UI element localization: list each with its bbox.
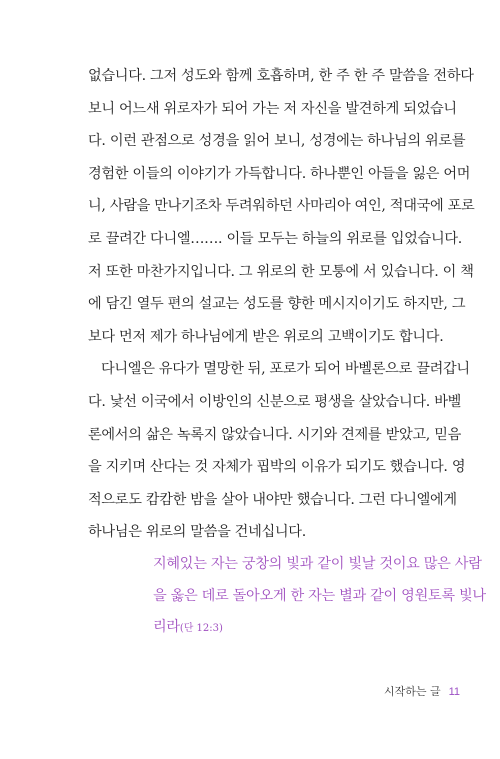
quote-line: 리라 [153,619,180,635]
quote-line: 지혜있는 자는 궁창의 빛과 같이 빛날 것이요 많은 사람 [153,556,482,572]
body-line: 론에서의 삶은 녹록지 않았습니다. 시기와 견제를 받았고, 믿음 [88,426,462,443]
body-line: 보니 어느새 위로자가 되어 가는 저 자신을 발견하게 되었습니 [88,100,457,117]
running-footer-title: 시작하는 글 [383,685,441,698]
page-number: 11 [448,686,460,698]
body-line: 경험한 이들의 이야기가 가득합니다. 하나뿐인 아들을 잃은 어머 [88,165,471,182]
body-line: 적으로도 캄캄한 밤을 살아 내야만 했습니다. 그런 다니엘에게 [88,491,457,508]
body-line: 니, 사람을 만나기조차 두려워하던 사마리아 여인, 적대국에 포로 [88,198,475,215]
body-line: 을 지키며 산다는 것 자체가 핍박의 이유가 되기도 했습니다. 영 [88,459,466,476]
body-line: 저 또한 마찬가지입니다. 그 위로의 한 모퉁에 서 있습니다. 이 책 [88,263,474,280]
body-line: 다. 이런 관점으로 성경을 읽어 보니, 성경에는 하나님의 위로를 [88,133,466,150]
quote-citation: (단 12:3) [179,623,223,634]
scripture-quote [153,549,486,644]
body-line: 다니엘은 유다가 멸망한 뒤, 포로가 되어 바벨론으로 끌려갑니 [101,361,470,378]
body-line: 보다 먼저 제가 하나님에게 받은 위로의 고백이기도 합니다. [88,328,444,345]
page-footer [360,683,460,699]
body-line: 에 담긴 열두 편의 설교는 성도를 향한 메시지이기도 하지만, 그 [88,296,466,313]
body-line: 다. 낯선 이국에서 이방인의 신분으로 평생을 살았습니다. 바벨 [88,393,462,410]
quote-line: 을 옳은 데로 돌아오게 한 자는 별과 같이 영원토록 빛나 [153,587,486,604]
body-line: 하나님은 위로의 말씀을 건네십니다. [88,524,306,541]
quote-line-last [153,612,458,644]
body-line: 없습니다. 그저 성도와 함께 호흡하며, 한 주 한 주 말씀을 전하다 [88,68,474,84]
body-line: 로 끌려간 다니엘……. 이들 모두는 하늘의 위로를 입었습니다. [88,230,462,247]
body-text [88,60,475,549]
